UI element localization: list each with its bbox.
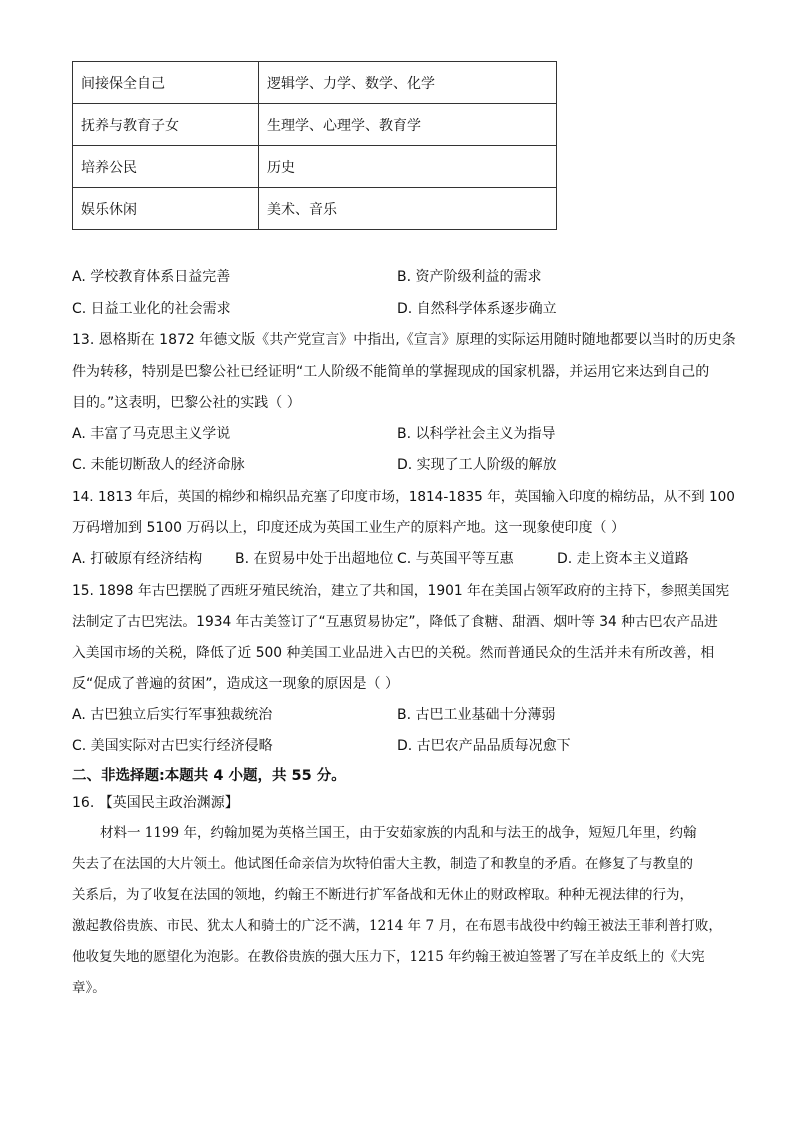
q12-option-c: C. 日益工业化的社会需求 xyxy=(72,301,231,317)
q15-stem-line: 法制定了古巴宪法。1934 年古美签订了“互惠贸易协定”，降低了食糖、甜酒、烟叶等 34 种古巴农产品进 xyxy=(72,614,718,630)
q14-stem-line: 万码增加到 5100 万码以上，印度还成为英国工业生产的原料产地。这一现象使印度（ ） xyxy=(72,520,625,536)
table-cell: 娱乐休闲 xyxy=(73,188,259,230)
table-cell: 历史 xyxy=(259,146,557,188)
table-row xyxy=(73,62,557,104)
table-cell: 间接保全自己 xyxy=(73,62,259,104)
material-line: 他收复失地的愿望化为泡影。在教俗贵族的强大压力下，1215 年约翰王被迫签署了写在羊皮纸上的《大宪 xyxy=(72,949,705,965)
table-cell: 逻辑学、力学、数学、化学 xyxy=(259,62,557,104)
q15-option-d: D. 古巴农产品品质每况愈下 xyxy=(397,738,571,754)
q12-option-d: D. 自然科学体系逐步确立 xyxy=(397,301,557,317)
table-cell: 生理学、心理学、教育学 xyxy=(259,104,557,146)
q15-option-b: B. 古巴工业基础十分薄弱 xyxy=(397,707,556,723)
q13-stem-line: 13. 恩格斯在 1872 年德文版《共产党宣言》中指出,《宣言》原理的实际运用随时随地都要以当时的历史条 xyxy=(72,332,736,348)
material-line: 材料一 1199 年，约翰加冕为英格兰国王，由于安茹家族的内乱和与法王的战争，短短几年里，约翰 xyxy=(100,825,697,841)
q14-stem-line: 14. 1813 年后，英国的棉纱和棉织品充塞了印度市场，1814-1835 年，英国输入印度的棉纺品，从不到 100 xyxy=(72,489,735,505)
material-line: 失去了在法国的大片领土。他试图任命亲信为坎特伯雷大主教，制造了和教皇的矛盾。在修复了与教皇的 xyxy=(72,856,693,872)
material-line: 激起教俗贵族、市民、犹太人和骑士的广泛不满，1214 年 7 月，在布恩韦战役中约翰王被法王菲利普打败， xyxy=(72,918,722,934)
q13-option-d: D. 实现了工人阶级的解放 xyxy=(397,457,557,473)
q12-option-b: B. 资产阶级利益的需求 xyxy=(397,269,542,285)
q15-stem-line: 15. 1898 年古巴摆脱了西班牙殖民统治，建立了共和国，1901 年在美国占领军政府的主持下，参照美国宪 xyxy=(72,583,730,599)
material-line: 章》。 xyxy=(72,980,106,996)
q16-title: 16. 【英国民主政治渊源】 xyxy=(72,795,239,811)
q13-stem-line: 件为转移，特别是巴黎公社已经证明“工人阶级不能简单的掌握现成的国家机器，并运用它来达到自己的 xyxy=(72,364,710,380)
material-line: 关系后，为了收复在法国的领地，约翰王不断进行扩军备战和无休止的财政榨取。种种无视法律的行为， xyxy=(72,887,693,903)
q14-option-b: B. 在贸易中处于出超地位 xyxy=(235,551,394,567)
table-cell: 培养公民 xyxy=(73,146,259,188)
q13-option-a: A. 丰富了马克思主义学说 xyxy=(72,426,231,442)
q14-option-a: A. 打破原有经济结构 xyxy=(72,551,203,567)
q15-option-c: C. 美国实际对古巴实行经济侵略 xyxy=(72,738,273,754)
q15-option-a: A. 古巴独立后实行军事独裁统治 xyxy=(72,707,273,723)
section-heading: 二、非选择题:本题共 4 小题，共 55 分。 xyxy=(72,768,346,784)
q13-stem-line: 目的。”这表明，巴黎公社的实践（ ） xyxy=(72,395,301,411)
q15-stem-line: 反“促成了普遍的贫困”，造成这一现象的原因是（ ） xyxy=(72,676,399,692)
q13-option-b: B. 以科学社会主义为指导 xyxy=(397,426,556,442)
education-table xyxy=(72,61,557,230)
q14-option-c: C. 与英国平等互惠 xyxy=(397,551,514,567)
q13-option-c: C. 未能切断敌人的经济命脉 xyxy=(72,457,245,473)
q12-option-a: A. 学校教育体系日益完善 xyxy=(72,269,231,285)
table-cell: 抚养与教育子女 xyxy=(73,104,259,146)
table-cell: 美术、音乐 xyxy=(259,188,557,230)
q16-material-one xyxy=(72,818,724,1004)
table-row xyxy=(73,104,557,146)
q14-option-d: D. 走上资本主义道路 xyxy=(557,551,689,567)
table-row xyxy=(73,146,557,188)
q15-stem-line: 入美国市场的关税，降低了近 500 种美国工业品进入古巴的关税。然而普通民众的生活并未有所改善，相 xyxy=(72,645,715,661)
table-row xyxy=(73,188,557,230)
